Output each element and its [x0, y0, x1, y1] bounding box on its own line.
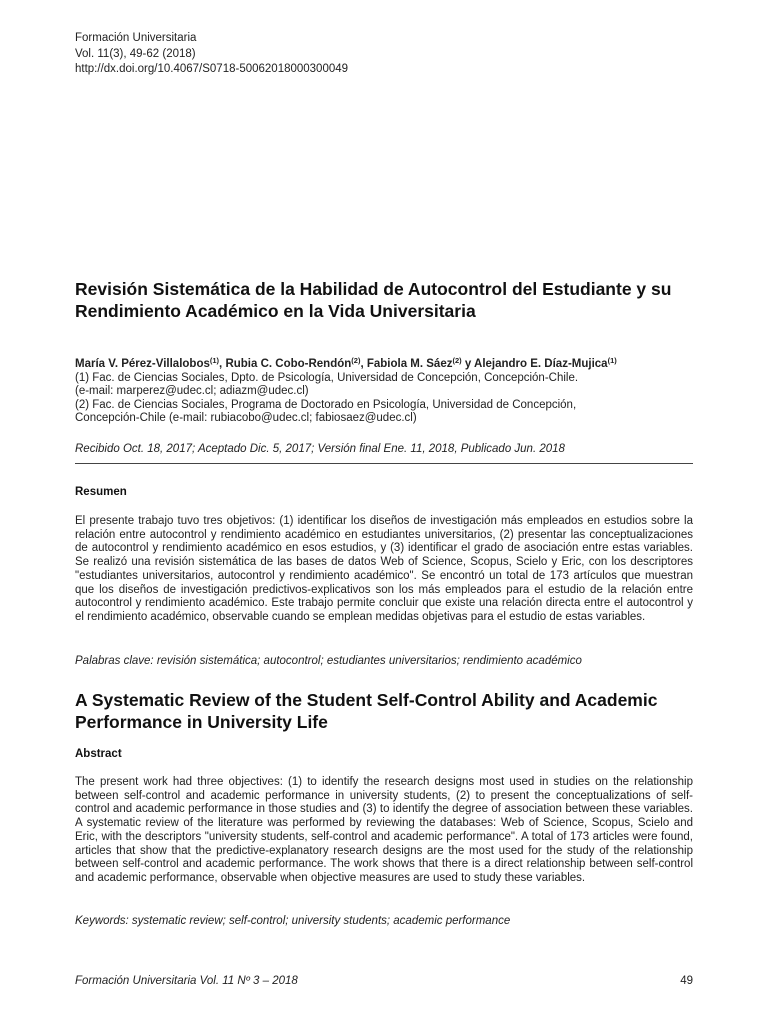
author-separator: ,	[219, 358, 226, 370]
affiliation-2: (2) Fac. de Ciencias Sociales, Programa de Doctorado en Psicología, Universidad de Concepción,	[75, 398, 577, 411]
palabras-clave: Palabras clave: revisión sistemática; autocontrol; estudiantes universitarios; rendimiento académico	[75, 655, 582, 667]
footer-journal: Formación Universitaria Vol. 11 Nº 3 – 2018	[75, 975, 298, 987]
english-title: A Systematic Review of the Student Self-Control Ability and Academic Performance in University Life	[75, 690, 658, 732]
author-affiliation-mark: (1)	[209, 356, 220, 365]
received-dates: Recibido Oct. 18, 2017; Aceptado Dic. 5, 2017; Versión final Ene. 11, 2018, Publicado Jun. 2018	[75, 443, 565, 455]
resumen-heading: Resumen	[75, 486, 127, 498]
author-affiliation-mark: (2)	[351, 356, 361, 365]
abstract-heading: Abstract	[75, 748, 122, 760]
keywords: Keywords: systematic review; self-control; university students; academic performance	[75, 915, 511, 927]
journal-volume: Vol. 11(3), 49-62 (2018)	[75, 47, 196, 60]
journal-name: Formación Universitaria	[75, 32, 197, 44]
author-affiliation-mark: (1)	[607, 356, 617, 365]
affiliation-2-continued: Concepción-Chile (e-mail: rubiacobo@udec.cl; fabiosaez@udec.cl)	[75, 412, 417, 424]
author-name: Alejandro E. Díaz-Mujica	[474, 358, 608, 370]
article-title: Revisión Sistemática de la Habilidad de Autocontrol del Estudiante y su Rendimiento Académico en la Vida Universitaria	[75, 279, 672, 321]
resumen-text: El presente trabajo tuvo tres objetivos: (1) identificar los diseños de investigación más empleados en estudios sobre la relación entre autocontrol y rendimiento académico en estudiantes universitarios, (2) presentar las conceptualizaciones de autocontrol y rendimiento académico en esos estudios, y (3) identificar el grado de asociación entre estas variables. Se realizó una revisión sistemática de las bases de datos Web of Science, Scopus, Scielo y Eric, con los descriptores "estudiantes universitarios, autocontrol y rendimiento académico". Se encontró un total de 173 artículos que muestran que los diseños de investigación predictivos-explicativos son los más empleados para el estudio de la relación entre autocontrol y rendimiento académico. Este trabajo permite concluir que existe una relación directa entre el autocontrol y el rendimiento académico, observable cuando se emplean medidas objetivas para el estudio de estas variables.	[75, 515, 693, 623]
author-separator: ,	[360, 358, 367, 370]
abstract-text: The present work had three objectives: (1) to identify the research designs most used in studies on the relationship between self-control and academic performance in university students, (2) to present the conceptualizations of self-control and academic performance in those studies and (3) to identify the degree of association between these variables. A systematic review of the literature was performed by reviewing the databases: Web of Science, Scopus, Scielo and Eric, with the descriptors "university students, self-control and academic performance". A total of 173 articles were found, articles that show that the predictive-explanatory research designs are the most used for the study of the relationship between self-control and academic performance. The work shows that there is a direct relationship between self-control and academic performance, observable when objective measures are used to study these variables.	[75, 776, 693, 884]
author-separator: y	[461, 358, 475, 370]
author-name: Rubia C. Cobo-Rendón	[225, 358, 352, 370]
author-name: María V. Pérez-Villalobos	[75, 358, 210, 370]
journal-doi[interactable]: http://dx.doi.org/10.4067/S0718-50062018000300049	[75, 63, 349, 75]
author-block	[75, 358, 695, 426]
author-affiliation-mark: (2)	[452, 356, 462, 365]
journal-header	[75, 31, 348, 78]
author-list	[75, 358, 695, 372]
email-1: (e-mail: marperez@udec.cl; adiazm@udec.cl)	[75, 385, 309, 397]
affiliation-1: (1) Fac. de Ciencias Sociales, Dpto. de Psicología, Universidad de Concepción, Concepción-Chile.	[75, 371, 579, 384]
divider-line	[75, 463, 693, 464]
author-name: Fabiola M. Sáez	[366, 358, 453, 370]
page-number: 49	[680, 975, 693, 987]
